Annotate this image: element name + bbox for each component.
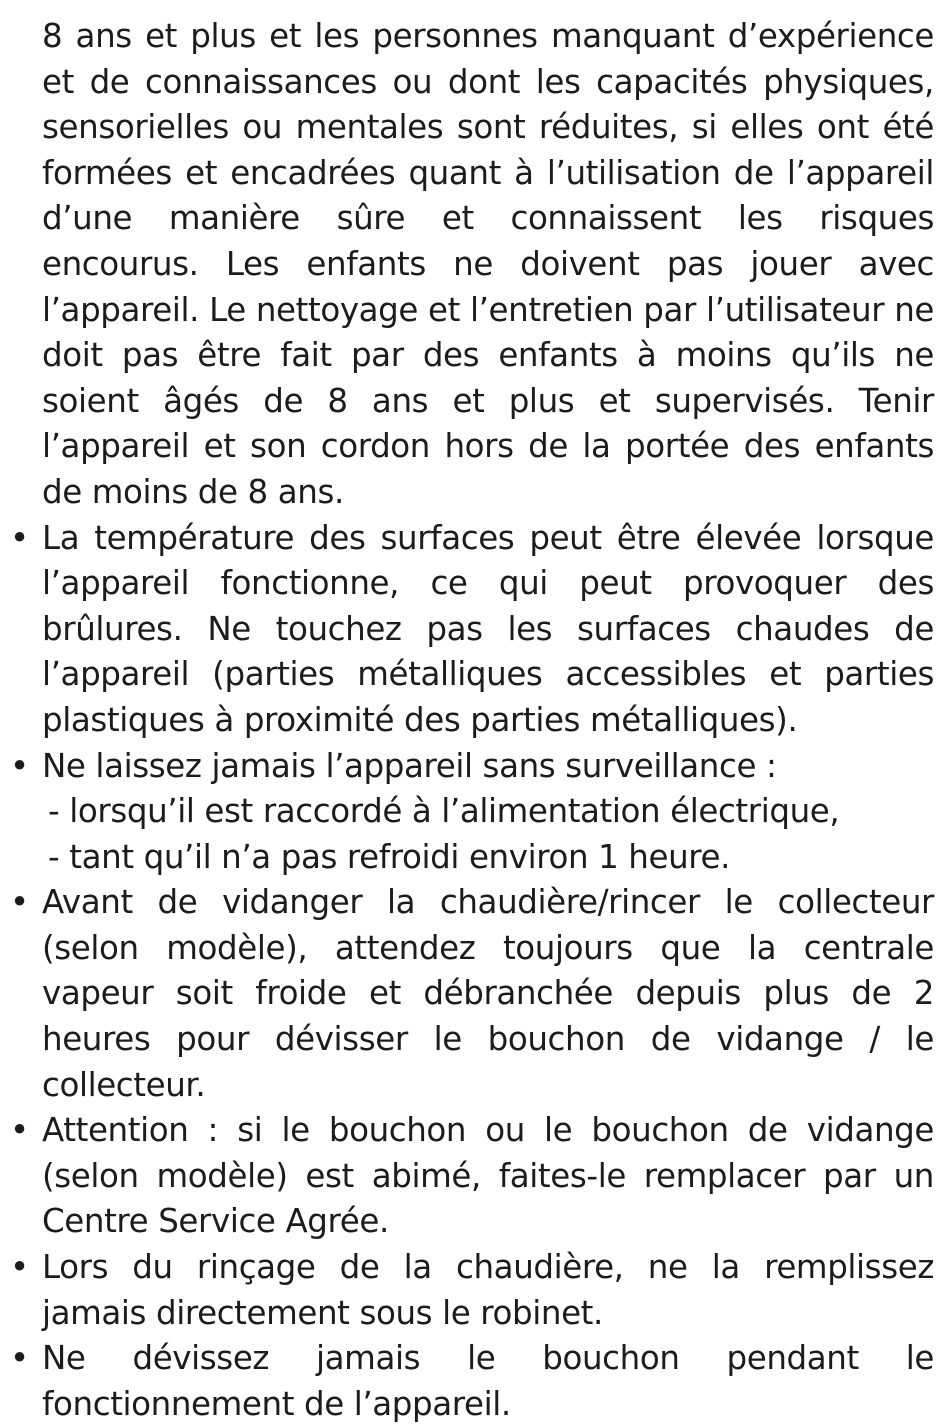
bullet-item-surface-temperature <box>0 516 950 744</box>
bullet-text: Ne dévissez jamais le bouchon pendant le fonctionnement de l’appareil. <box>42 1339 934 1423</box>
bullet-text: Avant de vidanger la chaudière/rincer le collecteur (selon modèle), attendez toujours que la centrale vapeur soit froide et débranchée depuis plus de 2 heures pour dévisser le bouchon de vidange / le collecteur. <box>42 883 934 1104</box>
bullet-point-icon: • <box>10 518 29 557</box>
bullet-item-damaged-cap <box>0 1108 950 1245</box>
bullet-item-cap-operation <box>0 1336 950 1427</box>
bullet-point-icon: • <box>10 1111 29 1150</box>
safety-instructions-page <box>0 14 950 1427</box>
bullet-point-icon: • <box>10 1339 29 1378</box>
bullet-text: Lors du rinçage de la chaudière, ne la remplissez jamais directement sous le robinet. <box>42 1248 934 1332</box>
sub-item-not-cooled: - tant qu’il n’a pas refroidi environ 1 heure. <box>48 837 731 876</box>
bullet-text: Attention : si le bouchon ou le bouchon de vidange (selon modèle) est abimé, faites-le remplacer par un Centre Service Agrée. <box>42 1111 934 1241</box>
bullet-item-draining <box>0 880 950 1108</box>
bullet-text: Ne laissez jamais l’appareil sans surveillance : <box>42 746 777 785</box>
intro-paragraph-text: 8 ans et plus et les personnes manquant d’expérience et de connaissances ou dont les capacités physiques, sensorielles ou mentales sont réduites, si elles ont été formées et encadrées quant à l’utilisation de l’appareil d’une manière sûre et connaissent les risques encourus. Les enfants ne doivent pas jouer avec l’appareil. Le nettoyage et l’entretien par l’utilisateur ne doit pas être fait par des enfants à moins qu’ils ne soient âgés de 8 ans et plus et supervisés. Tenir l’appareil et son cordon hors de la portée des enfants de moins de 8 ans. <box>42 17 934 511</box>
bullet-item-no-unattended <box>0 744 950 790</box>
bullet-item-rinsing <box>0 1245 950 1336</box>
bullet-point-icon: • <box>10 883 29 922</box>
intro-paragraph <box>0 14 950 516</box>
bullet-point-icon: • <box>10 746 29 785</box>
sub-item-connected: - lorsqu’il est raccordé à l’alimentation électrique, <box>48 792 840 831</box>
bullet-point-icon: • <box>10 1248 29 1287</box>
bullet-text: La température des surfaces peut être élevée lorsque l’appareil fonctionne, ce qui peut provoquer des brûlures. Ne touchez pas les surfaces chaudes de l’appareil (parties métalliques accessibles et parties plastiques à proximité des parties métalliques). <box>42 518 934 739</box>
